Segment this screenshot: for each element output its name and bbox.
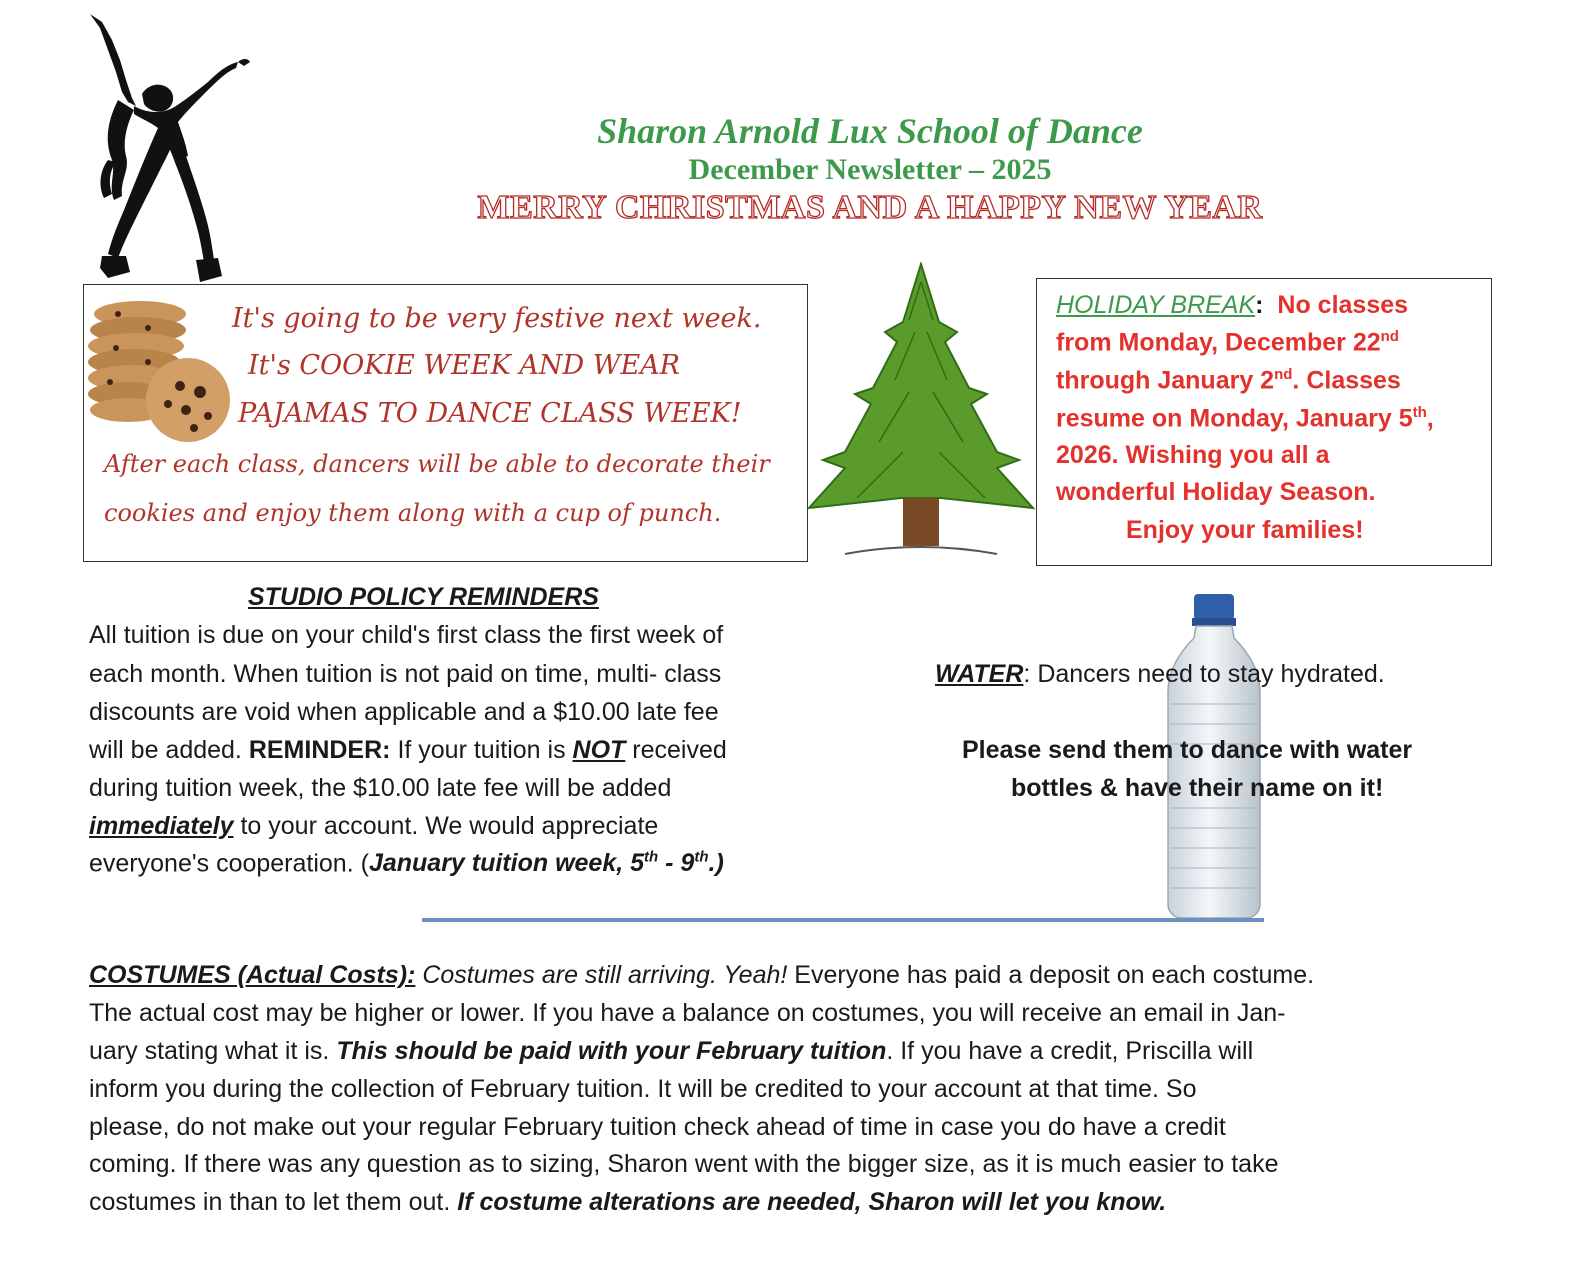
policy-line-7-sup1: th	[644, 849, 659, 866]
holiday-line-4-sup: th	[1412, 404, 1427, 421]
cookie-text-line-5: cookies and enjoy them along with a cup of punch.	[104, 499, 722, 527]
costumes-label: COSTUMES (Actual Costs):	[89, 961, 416, 989]
holiday-line-1	[1056, 291, 1408, 320]
costumes-line-5: please, do not make out your regular February tuition check ahead of time in case you do have a credit	[89, 1113, 1226, 1141]
policy-line-7-b: January tuition week, 5	[368, 849, 645, 878]
water-line-3: bottles & have their name on it!	[1011, 774, 1384, 802]
policy-line-3: discounts are void when applicable and a $10.00 late fee	[89, 698, 719, 726]
policy-line-1: All tuition is due on your child's first class the first week of	[89, 621, 724, 649]
costumes-line-1-b: Everyone has paid a deposit on each costume.	[787, 961, 1315, 989]
dancer-silhouette-image	[78, 10, 258, 290]
costumes-line-6: coming. If there was any question as to sizing, Sharon went with the bigger size, as it is much easier to take	[89, 1150, 1279, 1178]
costumes-line-7	[89, 1188, 1166, 1217]
water-line	[935, 660, 1385, 689]
holiday-line-4	[1056, 404, 1434, 433]
costumes-line-1-a: Costumes are still arriving. Yeah!	[415, 961, 788, 989]
policy-line-6-b: to your account. We would appreciate	[233, 812, 659, 840]
holiday-line-2	[1056, 328, 1399, 357]
policy-line-7	[89, 849, 724, 878]
policy-line-7-d: .)	[708, 849, 724, 878]
policy-line-5: during tuition week, the $10.00 late fee will be added	[89, 774, 672, 802]
holiday-line-4-text: resume on Monday, January 5	[1056, 404, 1413, 433]
school-title: Sharon Arnold Lux School of Dance	[597, 111, 1143, 151]
policy-line-7-c: - 9	[658, 849, 695, 878]
section-divider	[422, 918, 1264, 922]
costumes-line-7-a: costumes in than to let them out.	[89, 1188, 458, 1216]
water-line-2: Please send them to dance with water	[962, 736, 1413, 764]
cookie-text-line-1: It's going to be very festive next week.	[232, 303, 762, 334]
holiday-line-3-sup: nd	[1274, 366, 1293, 383]
policy-line-7-sup2: th	[694, 849, 709, 866]
holiday-greeting-banner: MERRY CHRISTMAS AND A HAPPY NEW YEAR	[477, 189, 1263, 226]
policy-reminder-label: REMINDER:	[248, 736, 391, 764]
policy-line-7-a: everyone's cooperation. (	[89, 849, 369, 878]
cookie-text-line-2: It's COOKIE WEEK AND WEAR	[248, 350, 680, 381]
holiday-line-7: Enjoy your families!	[1126, 516, 1364, 544]
holiday-break-label: HOLIDAY BREAK	[1056, 291, 1256, 319]
policy-heading: STUDIO POLICY REMINDERS	[248, 583, 599, 611]
cookie-text-line-4: After each class, dancers will be able to decorate their	[104, 450, 770, 478]
holiday-colon: :	[1255, 291, 1264, 319]
policy-not-emphasis: NOT	[572, 736, 626, 764]
holiday-line-5: 2026. Wishing you all a	[1056, 441, 1330, 469]
costumes-line-3-c: . If you have a credit, Priscilla will	[886, 1037, 1254, 1065]
holiday-line-3-text: through January 2	[1056, 366, 1275, 395]
holiday-line-6: wonderful Holiday Season.	[1056, 478, 1376, 506]
costumes-line-3	[89, 1037, 1253, 1066]
water-text: : Dancers need to stay hydrated.	[1023, 660, 1385, 688]
policy-line-6	[89, 812, 658, 841]
policy-line-4-c: If your tuition is	[390, 736, 573, 764]
policy-line-4-a: will be added.	[89, 736, 249, 764]
cookies-image	[88, 292, 240, 444]
water-label: WATER	[935, 660, 1024, 688]
newsletter-subtitle: December Newsletter – 2025	[688, 153, 1052, 186]
holiday-line-4-end: ,	[1426, 404, 1434, 433]
costumes-line-3-a: uary stating what it is.	[89, 1037, 337, 1065]
cookie-text-line-3: PAJAMAS TO DANCE CLASS WEEK!	[238, 398, 742, 429]
holiday-line-3-end: . Classes	[1292, 366, 1401, 395]
holiday-line-3	[1056, 366, 1401, 395]
holiday-line-2-text: from Monday, December 22	[1056, 328, 1381, 357]
costumes-line-7-b: If costume alterations are needed, Sharon will let you know.	[457, 1188, 1167, 1216]
policy-line-4	[89, 736, 727, 765]
costumes-line-1	[89, 961, 1314, 990]
policy-line-4-e: received	[625, 736, 727, 764]
holiday-no-classes: No classes	[1277, 291, 1409, 319]
policy-line-2: each month. When tuition is not paid on time, multi- class	[89, 660, 722, 688]
christmas-tree-image	[805, 262, 1035, 562]
costumes-line-2: The actual cost may be higher or lower. If you have a balance on costumes, you will receive an email in Jan-	[89, 999, 1286, 1027]
holiday-line-2-sup: nd	[1380, 328, 1399, 345]
costumes-line-4: inform you during the collection of February tuition. It will be credited to your account at that time. So	[89, 1075, 1197, 1103]
policy-immediately-emphasis: immediately	[89, 812, 234, 840]
costumes-line-3-b: This should be paid with your February tuition	[336, 1037, 887, 1065]
